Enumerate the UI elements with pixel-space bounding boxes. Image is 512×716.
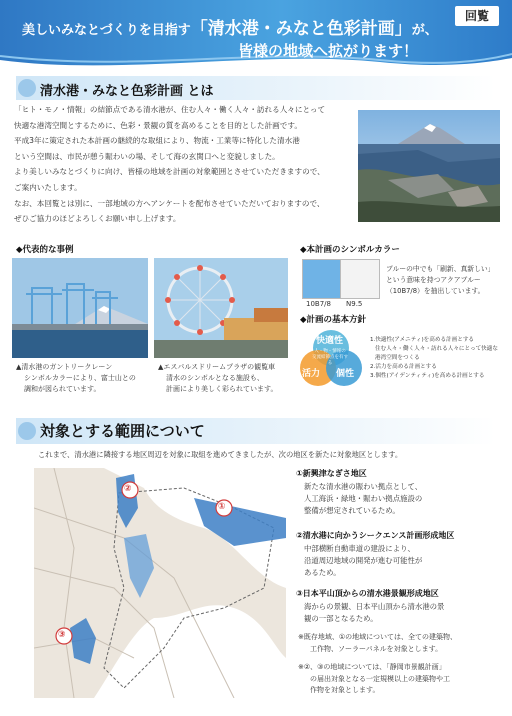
policy-list [370,336,498,381]
area-3 [296,588,444,625]
policy-item: 2.活力を高める計画とする [370,364,437,370]
about-paragraph: という空間は、市民が憩う賑わいの場、そして海の玄関口へと変貌しました。 [14,151,280,161]
symbol-heading: ◆本計画のシンボルカラー [300,245,400,255]
note-2-line: の届出対象となる一定規模以上の建築物や工 [310,674,450,683]
venn-center-text [310,349,350,367]
crane-caption-line: ▲清水港のガントリークレーン [16,363,113,371]
symbol-desc-line: ブルーの中でも「刷新、真新しい」 [386,265,495,273]
crane-caption-line: 調和が図られています。 [24,385,101,393]
target-area-map [34,468,286,698]
header-line-1 [22,14,438,39]
ferris-caption-line: 清水のシンボルとなる施設も、 [166,374,264,382]
note-1-line: ※既存地域、①の地域については、全ての建築物、 [298,633,457,641]
map-marker-1: ① [218,502,226,512]
venn-center-line: 人・物・情報の [314,349,346,354]
about-paragraph: なお、本回覧とは別に、一部地域の方へアンケートを配布させていただいておりますので、 [14,198,325,208]
header-post: が、 [411,23,438,38]
examples-heading: ◆代表的な事例 [16,245,74,255]
area-2-body [296,543,454,580]
circle-identity: 個性 [336,369,355,379]
map-marker-3: ③ [58,630,66,640]
symbol-description [386,264,494,297]
header-line-2: 皆様の地域へ拡がります！ [238,42,419,60]
ferris-caption [158,362,277,395]
title-dot-icon [18,422,36,440]
area-3-line: 観の一部となるため。 [304,614,378,624]
area-1-line: 整備が想定されているため。 [304,506,400,516]
area-2-line: 沿道周辺地域の開発が進む可能性が [304,556,423,566]
about-paragraph: より美しいみなとづくりに向け、皆様の地域を計画の対象範囲とさせていただきますので、 [14,167,325,177]
about-paragraph: ぜひご協力のほどよろしくお願い申し上げます。 [14,214,181,224]
area-1-title: ①新興津なぎさ地区 [296,469,367,478]
header-pre: 美しいみなとづくりを目指す [22,23,191,38]
area-3-body [296,601,444,625]
about-paragraph: 平成3年に策定された本計画の継続的な取組により、物流・工業等に特化した清水港 [14,136,300,146]
about-paragraph: 「ヒト・モノ・情報」の結節点である清水港が、住む人々・働く人々・訪れる人々にとって [14,105,326,114]
ferris-caption-line: 計画により美しく彩られています。 [166,385,278,393]
area-1-body [296,481,422,518]
title-dot-icon [18,79,36,97]
area-1 [296,468,422,518]
policy-item: 1.快適性(アメニティ)を高める計画とする [370,337,475,343]
area-3-title: ③日本平山頂からの清水港景観形成地区 [296,589,439,598]
circulation-badge: 回覧 [455,6,499,26]
about-paragraph: ご案内いたします。 [14,182,82,192]
area-3-line: 海からの景観、日本平山頂から清水港の景 [304,602,445,611]
header-plan-title: 「清水港・みなと色彩計画」 [190,19,412,39]
ferris-caption-line: ▲エスパルスドリームプラザの観覧車 [158,363,276,371]
scope-title: 対象とする範囲について [40,422,205,440]
crane-caption [16,362,136,395]
area-2-line: 中部横断自動車道の建設により、 [304,544,415,553]
policy-item: 港湾空間をつくる [375,355,420,361]
note-2 [298,662,450,697]
scope-intro: これまで、清水港に隣接する地区周辺を対象に取組を進めてきましたが、次の地区を新たに対象地区とします。 [38,450,403,459]
about-title-band [16,76,496,100]
policy-heading: ◆計画の基本方針 [300,315,367,325]
venn-center-line: 交流結節点を有する [312,355,348,366]
about-body [14,102,344,227]
about-paragraph: 快適な港湾空間とするために、色彩・景観の質を高めることを目的とした計画です。 [14,120,302,130]
ferris-wheel-photo [154,258,288,358]
swatch-label-white: N9.5 [346,300,363,308]
area-1-line: 新たな清水港の賑わい拠点として、 [304,482,423,491]
note-2-line: ※②、③の地域については、「静岡市景観計画」 [298,663,446,671]
policy-item: 住む人々・働く人々・訪れる人々にとって快適な [375,346,498,352]
circle-amenity: 快適性 [316,336,344,346]
symbol-desc-line: （10B7/8）を抽出しています。 [386,287,485,295]
circle-vitality: 活力 [302,369,321,379]
scope-title-band [16,418,496,444]
swatch-label-blue: 10B7/8 [306,300,331,308]
area-2 [296,530,454,580]
about-title: 清水港・みなと色彩計画 とは [40,84,214,99]
aerial-port-photo [358,110,500,222]
aqua-blue-swatch [302,259,342,299]
note-1-line: 工作物、ソーラーパネルを対象とします。 [310,644,443,653]
map-marker-2: ② [124,484,132,494]
area-1-line: 人工海浜・緑地・賑わい拠点施設の [304,494,423,504]
area-2-title: ②清水港に向かうシークエンス計画形成地区 [296,531,455,540]
policy-item: 3.個性(アイデンティティ)を高める計画とする [370,373,485,379]
symbol-desc-line: という意味を持つアクアブルー [386,276,481,284]
crane-caption-line: シンボルカラーにより、富士山との [24,374,136,382]
white-swatch [340,259,380,299]
area-2-line: あるため。 [304,568,341,578]
gantry-crane-photo [12,258,148,358]
note-1 [298,632,457,655]
note-2-line: 作物を対象とします。 [310,686,380,694]
